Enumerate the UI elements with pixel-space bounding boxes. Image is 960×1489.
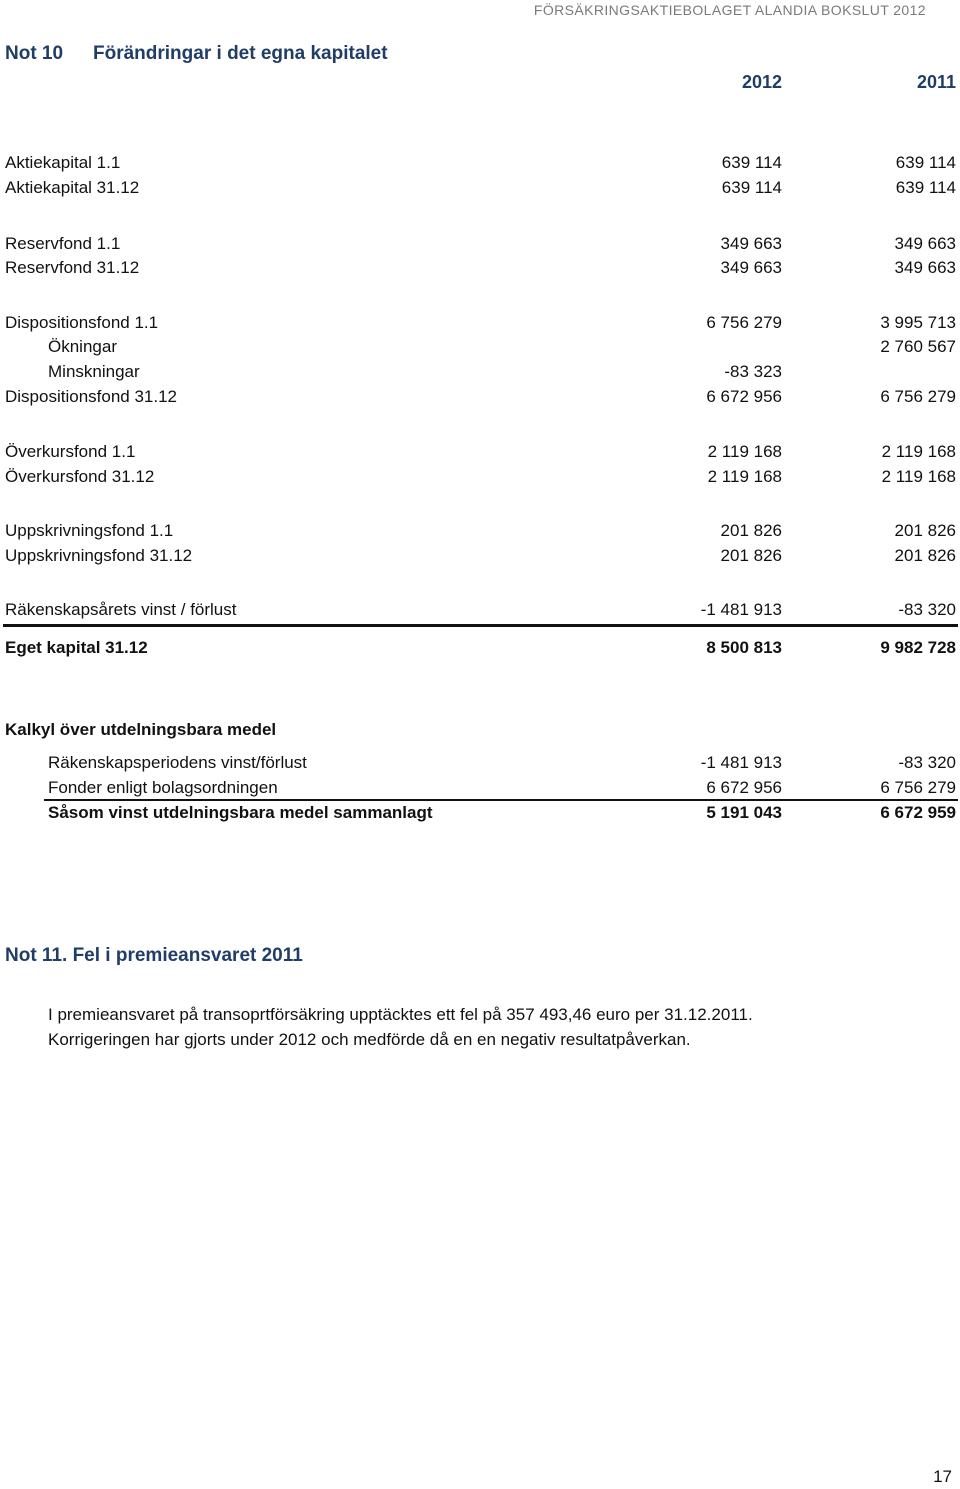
page-number: 17 (933, 1467, 952, 1486)
value-2012: 639 114 (721, 153, 782, 172)
value-2011: 6 756 279 (880, 387, 956, 406)
value-2011: -83 320 (898, 753, 956, 772)
note-number: Not 10 (5, 43, 64, 64)
table-row (0, 258, 960, 282)
row-label: Aktiekapital 1.1 (5, 153, 121, 172)
total-label: Såsom vinst utdelningsbara medel sammanlagt (48, 803, 433, 822)
table-row (0, 521, 960, 545)
value-2012: 201 826 (720, 546, 782, 565)
table-row (0, 313, 960, 337)
row-label: Aktiekapital 31.12 (5, 178, 140, 197)
value-2012: 6 672 956 (706, 387, 782, 406)
table-row (0, 442, 960, 466)
table-row (0, 234, 960, 258)
table-row (0, 753, 960, 777)
table-row (0, 600, 960, 624)
row-label: Räkenskapsårets vinst / förlust (5, 600, 237, 619)
value-2011: 201 826 (894, 546, 956, 565)
row-label: Överkursfond 31.12 (5, 467, 155, 486)
value-2011: -83 320 (898, 600, 956, 619)
total-rule (44, 799, 958, 801)
total-row (0, 638, 960, 662)
total-value-2012: 8 500 813 (706, 638, 782, 657)
row-label: Uppskrivningsfond 31.12 (5, 546, 193, 565)
value-2012: -1 481 913 (700, 753, 782, 772)
value-2012: 2 119 168 (707, 467, 782, 486)
row-label: Fonder enligt bolagsordningen (48, 778, 278, 797)
total-value-2011: 6 672 959 (880, 803, 956, 822)
row-label: Ökningar (48, 337, 117, 356)
table-row (0, 178, 960, 202)
row-label: Räkenskapsperiodens vinst/förlust (48, 753, 307, 772)
row-label: Dispositionsfond 1.1 (5, 313, 159, 332)
value-2012: 2 119 168 (707, 442, 782, 461)
value-2011: 639 114 (895, 153, 956, 172)
total-row (0, 803, 960, 827)
note-title: Förändringar i det egna kapitalet (93, 43, 388, 64)
value-2011: 349 663 (894, 234, 956, 253)
total-label: Eget kapital 31.12 (5, 638, 148, 657)
total-value-2011: 9 982 728 (880, 638, 956, 657)
row-label: Dispositionsfond 31.12 (5, 387, 178, 406)
value-2011: 2 119 168 (881, 442, 956, 461)
value-2012: 349 663 (720, 234, 782, 253)
table-row (0, 546, 960, 570)
table-row (0, 153, 960, 177)
value-2012: 6 672 956 (706, 778, 782, 797)
paragraph-line: I premieansvaret på transoprtförsäkring upptäcktes ett fel på 357 493,46 euro per 31.12.2011. (48, 1005, 753, 1024)
value-2012: 201 826 (720, 521, 782, 540)
value-2011: 2 760 567 (880, 337, 956, 356)
row-label: Reservfond 1.1 (5, 234, 121, 253)
value-2011: 639 114 (895, 178, 956, 197)
running-header: FÖRSÄKRINGSAKTIEBOLAGET ALANDIA BOKSLUT 2012 (533, 2, 926, 18)
year-header-2011: 2011 (916, 72, 956, 92)
table-row (0, 387, 960, 411)
value-2012: 6 756 279 (706, 313, 782, 332)
row-label: Reservfond 31.12 (5, 258, 140, 277)
note11-title: Not 11. Fel i premieansvaret 2011 (5, 945, 303, 966)
value-2011: 349 663 (894, 258, 956, 277)
total-value-2012: 5 191 043 (706, 803, 782, 822)
paragraph-line: Korrigeringen har gjorts under 2012 och medförde då en en negativ resultatpåverkan. (48, 1030, 691, 1049)
table-row (0, 337, 960, 361)
year-header-2012: 2012 (741, 72, 782, 92)
value-2012: 349 663 (720, 258, 782, 277)
value-2011: 201 826 (894, 521, 956, 540)
value-2011: 3 995 713 (880, 313, 956, 332)
section-title: Kalkyl över utdelningsbara medel (5, 720, 277, 739)
row-label: Uppskrivningsfond 1.1 (5, 521, 174, 540)
row-label: Minskningar (48, 362, 140, 381)
table-row (0, 467, 960, 491)
total-rule (3, 624, 958, 627)
value-2012: -83 323 (724, 362, 782, 381)
table-row (0, 362, 960, 386)
row-label: Överkursfond 1.1 (5, 442, 136, 461)
value-2011: 6 756 279 (880, 778, 956, 797)
value-2011: 2 119 168 (881, 467, 956, 486)
value-2012: 639 114 (721, 178, 782, 197)
value-2012: -1 481 913 (700, 600, 782, 619)
